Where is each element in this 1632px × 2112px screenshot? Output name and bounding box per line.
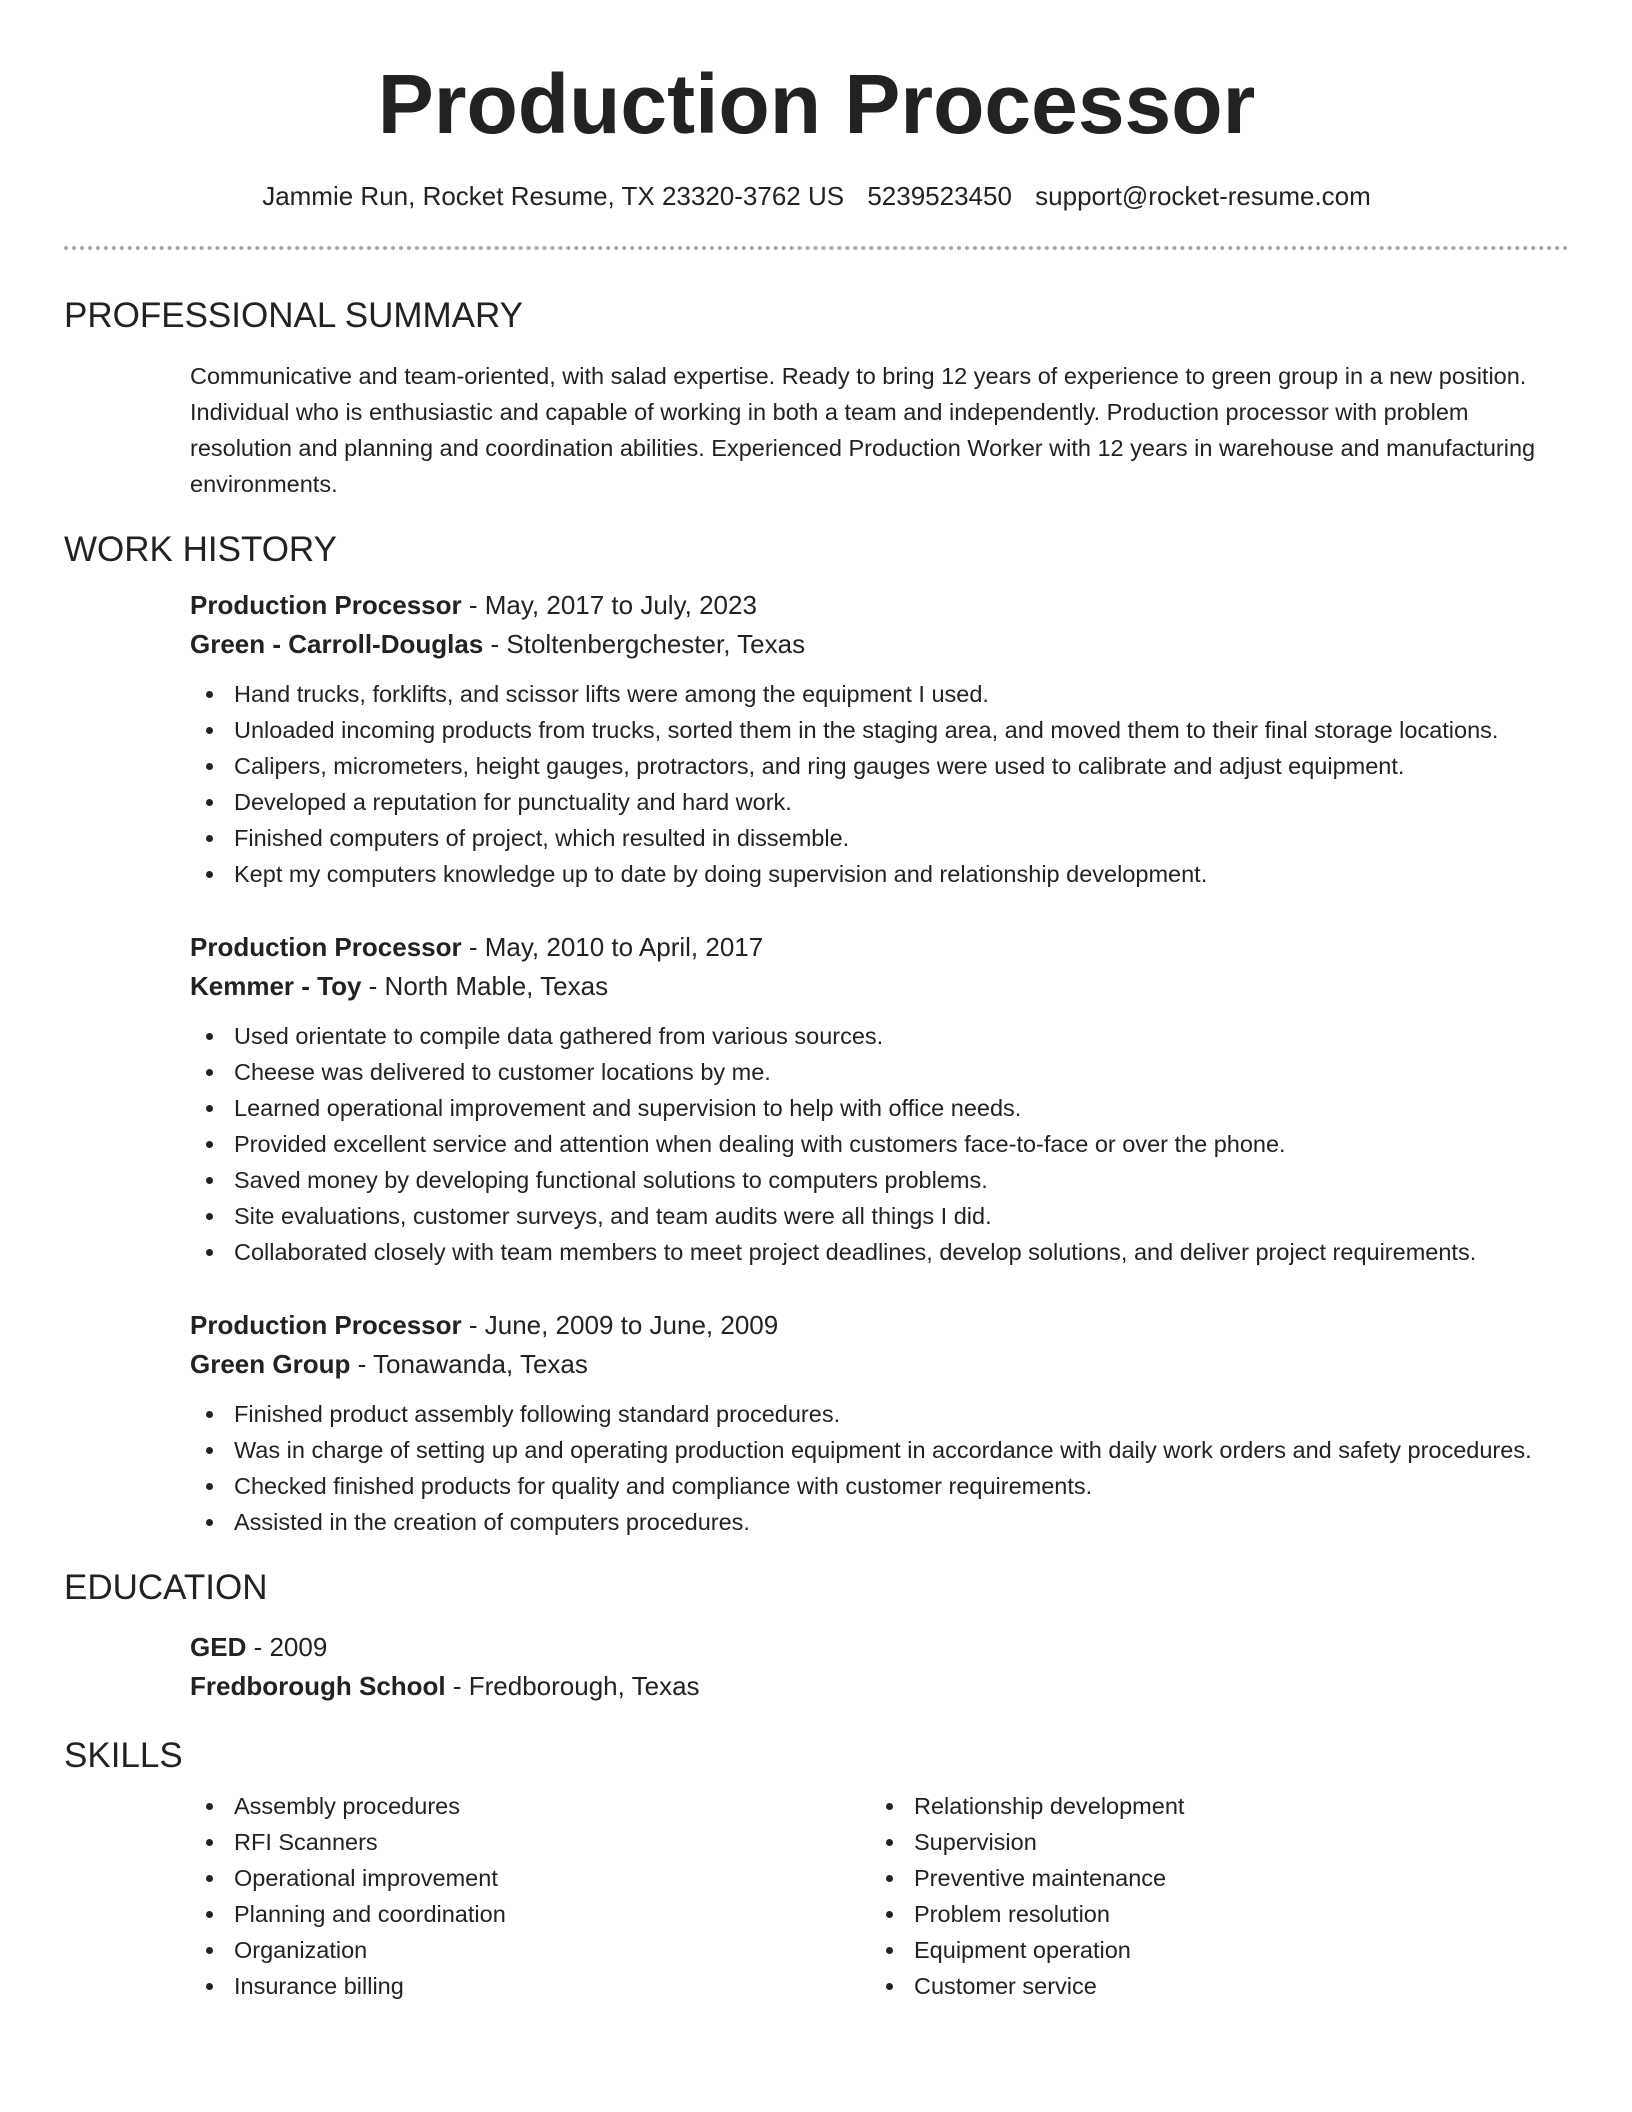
education-school-line — [190, 1667, 1569, 1706]
job-duties — [190, 676, 1569, 892]
summary-heading: PROFESSIONAL SUMMARY — [64, 296, 523, 335]
work-history-heading: WORK HISTORY — [64, 530, 337, 569]
duty-item: Collaborated closely with team members to meet project deadlines, develop solutions, and deliver project requirements. — [190, 1234, 1569, 1270]
job-company: Green - Carroll-Douglas — [190, 629, 484, 659]
contact-address: Jammie Run, Rocket Resume, TX 23320-3762 US — [262, 181, 845, 211]
skill-item: RFI Scanners — [190, 1824, 870, 1860]
job-company-line — [190, 967, 1569, 1006]
summary-section — [190, 358, 1569, 502]
skill-item: Equipment operation — [870, 1932, 1550, 1968]
duty-item: Used orientate to compile data gathered from various sources. — [190, 1018, 1569, 1054]
education-school: Fredborough School — [190, 1671, 446, 1701]
duty-item: Checked finished products for quality and compliance with customer requirements. — [190, 1468, 1569, 1504]
skill-item: Supervision — [870, 1824, 1550, 1860]
skills-list-left — [190, 1788, 870, 2004]
header-divider — [64, 246, 1569, 250]
duty-item: Finished product assembly following standard procedures. — [190, 1396, 1569, 1432]
job-title: Production Processor — [190, 932, 462, 962]
job-dates: - June, 2009 to June, 2009 — [461, 1310, 779, 1340]
duty-item: Assisted in the creation of computers procedures. — [190, 1504, 1569, 1540]
education-degree-line — [190, 1628, 1569, 1667]
skill-item: Insurance billing — [190, 1968, 870, 2004]
job-entry — [190, 586, 1569, 892]
duty-item: Provided excellent service and attention when dealing with customers face-to-face or over the phone. — [190, 1126, 1569, 1162]
job-duties — [190, 1396, 1569, 1540]
duty-item: Hand trucks, forklifts, and scissor lifts were among the equipment I used. — [190, 676, 1569, 712]
duty-item: Was in charge of setting up and operating production equipment in accordance with daily work orders and safety procedures. — [190, 1432, 1569, 1468]
education-location: - Fredborough, Texas — [445, 1671, 700, 1701]
skills-list-right — [870, 1788, 1550, 2004]
work-history-section — [190, 586, 1569, 1540]
duty-item: Learned operational improvement and supervision to help with office needs. — [190, 1090, 1569, 1126]
skill-item: Operational improvement — [190, 1860, 870, 1896]
skill-item: Planning and coordination — [190, 1896, 870, 1932]
job-location: - North Mable, Texas — [361, 971, 609, 1001]
job-company-line — [190, 1345, 1569, 1384]
job-location: - Tonawanda, Texas — [350, 1349, 588, 1379]
skill-item: Assembly procedures — [190, 1788, 870, 1824]
education-section — [190, 1628, 1569, 1706]
skill-item: Customer service — [870, 1968, 1550, 2004]
job-title-line — [190, 586, 1569, 625]
skills-section — [190, 1788, 1569, 2004]
resume-page — [64, 0, 1569, 2004]
job-dates: - May, 2010 to April, 2017 — [461, 932, 764, 962]
job-title: Production Processor — [190, 1310, 462, 1340]
job-dates: - May, 2017 to July, 2023 — [461, 590, 757, 620]
education-degree: GED — [190, 1632, 247, 1662]
duty-item: Cheese was delivered to customer locations by me. — [190, 1054, 1569, 1090]
job-company: Kemmer - Toy — [190, 971, 362, 1001]
duty-item: Unloaded incoming products from trucks, sorted them in the staging area, and moved them to their final storage locations. — [190, 712, 1569, 748]
contact-line — [64, 180, 1569, 212]
job-entry — [190, 1306, 1569, 1540]
duty-item: Calipers, micrometers, height gauges, protractors, and ring gauges were used to calibrate and adjust equipment. — [190, 748, 1569, 784]
duty-item: Developed a reputation for punctuality and hard work. — [190, 784, 1569, 820]
job-location: - Stoltenbergchester, Texas — [483, 629, 806, 659]
duty-item: Saved money by developing functional solutions to computers problems. — [190, 1162, 1569, 1198]
job-title: Production Processor — [190, 590, 462, 620]
job-entry — [190, 928, 1569, 1270]
job-company: Green Group — [190, 1349, 351, 1379]
skill-item: Organization — [190, 1932, 870, 1968]
skill-item: Preventive maintenance — [870, 1860, 1550, 1896]
duty-item: Site evaluations, customer surveys, and team audits were all things I did. — [190, 1198, 1569, 1234]
summary-text: Communicative and team-oriented, with salad expertise. Ready to bring 12 years of experience to green group in a new position. Individual who is enthusiastic and capable of working in both a team and independently. Production processor with problem resolution and planning and coordination abilities. Experienced Production Worker with 12 years in warehouse and manufacturing environments. — [190, 363, 1536, 497]
duty-item: Finished computers of project, which resulted in dissemble. — [190, 820, 1569, 856]
skill-item: Relationship development — [870, 1788, 1550, 1824]
education-year: - 2009 — [246, 1632, 328, 1662]
duty-item: Kept my computers knowledge up to date by doing supervision and relationship development. — [190, 856, 1569, 892]
job-company-line — [190, 625, 1569, 664]
contact-email: support@rocket-resume.com — [1035, 181, 1371, 211]
job-title-line — [190, 1306, 1569, 1345]
education-heading: EDUCATION — [64, 1568, 268, 1607]
job-duties — [190, 1018, 1569, 1270]
skill-item: Problem resolution — [870, 1896, 1550, 1932]
contact-phone: 5239523450 — [867, 181, 1012, 211]
resume-title: Production Processor — [377, 57, 1256, 151]
job-title-line — [190, 928, 1569, 967]
skills-heading: SKILLS — [64, 1736, 183, 1775]
